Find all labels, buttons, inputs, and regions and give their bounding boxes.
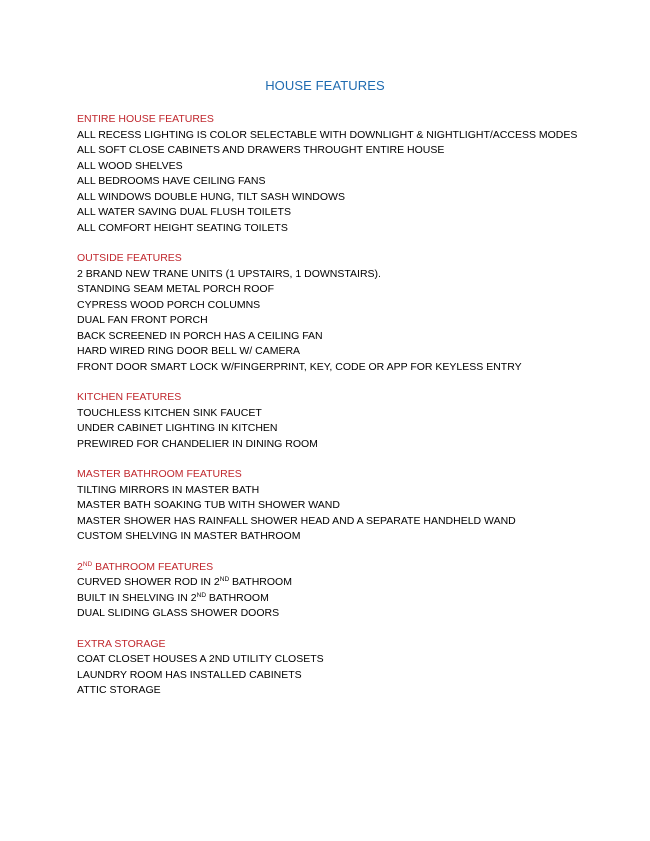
text: ALL WOOD SHELVES [77, 159, 183, 172]
section-heading [77, 467, 622, 483]
text: ENTIRE HOUSE FEATURES [77, 113, 214, 125]
feature-sections [77, 112, 622, 714]
text: TOUCHLESS KITCHEN SINK FAUCET [77, 406, 262, 419]
feature-item [77, 575, 622, 591]
feature-list [77, 483, 622, 545]
feature-list [77, 652, 622, 699]
feature-item [77, 221, 622, 237]
feature-item [77, 128, 622, 144]
text: BACK SCREENED IN PORCH HAS A CEILING FAN [77, 329, 323, 342]
text: ALL WATER SAVING DUAL FLUSH TOILETS [77, 206, 291, 218]
feature-item [77, 437, 622, 453]
text: BATHROOM [206, 591, 269, 604]
text: 2 BRAND NEW TRANE UNITS (1 UPSTAIRS, 1 DOWNSTAIRS). [77, 267, 381, 280]
feature-item [77, 159, 622, 175]
section-heading [77, 637, 622, 653]
feature-section [77, 637, 622, 699]
feature-item [77, 344, 622, 360]
text: MASTER BATHROOM FEATURES [77, 468, 242, 480]
feature-section [77, 112, 622, 236]
feature-item [77, 143, 622, 159]
text: BATHROOM FEATURES [92, 560, 214, 573]
feature-item [77, 421, 622, 437]
text: CURVED SHOWER ROD IN 2 [77, 576, 220, 588]
text: ALL SOFT CLOSE CABINETS AND DRAWERS THROUGHT ENTIRE HOUSE [77, 144, 445, 156]
text: DUAL FAN FRONT PORCH [77, 314, 208, 326]
feature-item [77, 282, 622, 298]
section-heading [77, 390, 622, 406]
feature-item [77, 483, 622, 499]
feature-item [77, 190, 622, 206]
feature-list [77, 406, 622, 453]
feature-item [77, 514, 622, 530]
text: DUAL SLIDING GLASS SHOWER DOORS [77, 607, 280, 619]
text: BUILT IN SHELVING IN 2 [77, 591, 197, 604]
feature-item [77, 360, 622, 376]
feature-list [77, 267, 622, 376]
feature-item [77, 329, 622, 345]
section-heading [77, 112, 622, 128]
text: TILTING MIRRORS IN MASTER BATH [77, 483, 260, 496]
text: ALL WINDOWS DOUBLE HUNG, TILT SASH WINDOWS [77, 190, 345, 203]
text: FRONT DOOR SMART LOCK W/FINGERPRINT, KEY, CODE OR APP FOR KEYLESS ENTRY [77, 360, 522, 373]
text: ALL BEDROOMS HAVE CEILING FANS [77, 175, 266, 187]
text: ATTIC STORAGE [77, 684, 161, 696]
feature-item [77, 529, 622, 545]
text: OUTSIDE FEATURES [77, 252, 182, 264]
ordinal-superscript: ND [219, 576, 230, 583]
feature-item [77, 606, 622, 622]
feature-item [77, 205, 622, 221]
section-heading [77, 560, 622, 576]
text: ALL COMFORT HEIGHT SEATING TOILETS [77, 221, 288, 234]
feature-item [77, 591, 622, 607]
text: EXTRA STORAGE [77, 637, 166, 650]
feature-item [77, 267, 622, 283]
text: STANDING SEAM METAL PORCH ROOF [77, 283, 274, 295]
text: UNDER CABINET LIGHTING IN KITCHEN [77, 422, 278, 434]
text: LAUNDRY ROOM HAS INSTALLED CABINETS [77, 668, 302, 681]
ordinal-superscript: ND [196, 591, 207, 599]
text: MASTER BATH SOAKING TUB WITH SHOWER WAND [77, 499, 340, 511]
feature-item [77, 668, 622, 684]
feature-item [77, 406, 622, 422]
feature-item [77, 683, 622, 699]
feature-item [77, 652, 622, 668]
text: CUSTOM SHELVING IN MASTER BATHROOM [77, 530, 301, 542]
text: COAT CLOSET HOUSES A 2ND UTILITY CLOSETS [77, 653, 324, 665]
feature-section [77, 560, 622, 622]
feature-item [77, 298, 622, 314]
feature-list [77, 128, 622, 237]
text: HARD WIRED RING DOOR BELL W/ CAMERA [77, 345, 301, 357]
text: 2 [77, 560, 83, 573]
feature-item [77, 313, 622, 329]
text: CYPRESS WOOD PORCH COLUMNS [77, 298, 261, 311]
text: BATHROOM [229, 576, 292, 588]
text: ALL RECESS LIGHTING IS COLOR SELECTABLE WITH DOWNLIGHT & NIGHTLIGHT/ACCESS MODES [77, 128, 578, 141]
ordinal-superscript: ND [82, 560, 93, 568]
text: PREWIRED FOR CHANDELIER IN DINING ROOM [77, 437, 318, 450]
feature-section [77, 467, 622, 545]
feature-item [77, 174, 622, 190]
feature-list [77, 575, 622, 622]
feature-section [77, 251, 622, 375]
feature-section [77, 390, 622, 452]
text: MASTER SHOWER HAS RAINFALL SHOWER HEAD AND A SEPARATE HANDHELD WAND [77, 514, 516, 527]
section-heading [77, 251, 622, 267]
feature-item [77, 498, 622, 514]
text: KITCHEN FEATURES [77, 391, 182, 403]
page-title: HOUSE FEATURES [265, 78, 385, 93]
